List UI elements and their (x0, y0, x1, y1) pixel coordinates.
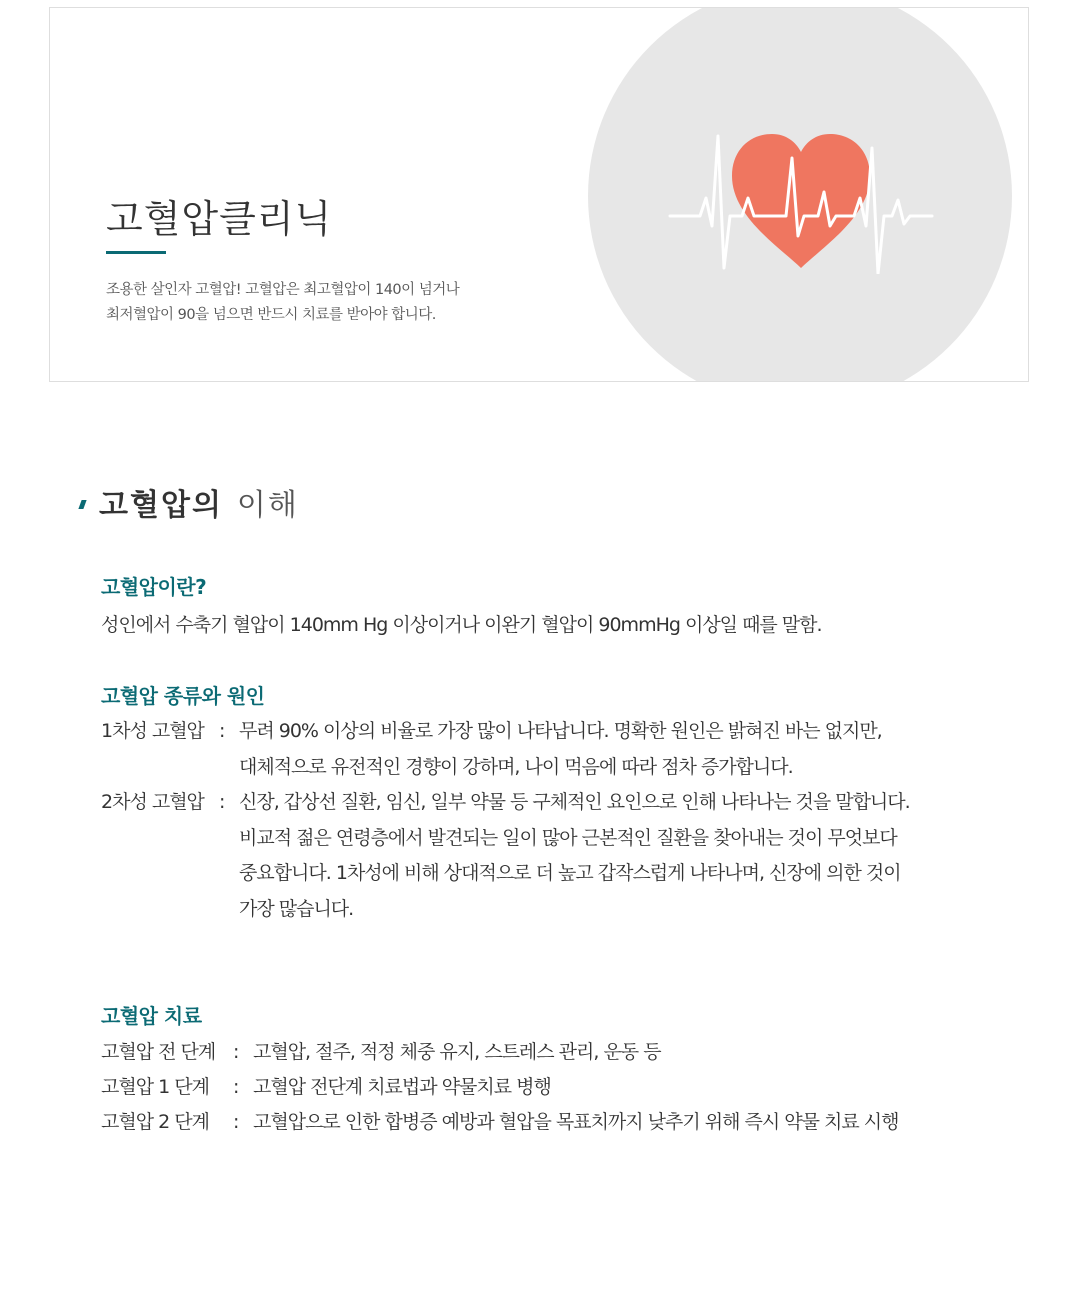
list-item (101, 785, 1031, 927)
treatment-term: 고혈압 1 단계 (101, 1076, 209, 1098)
heading-mark-icon (78, 500, 86, 509)
section-heading-strong: 고혈압의 (99, 488, 223, 523)
treatment-colon: : (233, 1041, 239, 1063)
treatment-term: 고혈압 2 단계 (101, 1111, 209, 1133)
treatment-term: 고혈압 전 단계 (101, 1041, 216, 1063)
treatment-description: 고혈압, 절주, 적정 체중 유지, 스트레스 관리, 운동 등 (253, 1041, 661, 1063)
heart-heartbeat-icon (668, 128, 934, 274)
definition-title: 고혈압이란? (101, 575, 207, 599)
section-heading-light: 이해 (236, 488, 299, 523)
type-description (239, 714, 1031, 785)
type-description (239, 785, 1031, 927)
treatment-title: 고혈압 치료 (101, 1004, 202, 1028)
hero-description-line: 조용한 살인자 고혈압! 고혈압은 최고혈압이 140이 넘거나 (106, 282, 460, 298)
treatment-description: 고혈압으로 인한 합병증 예방과 혈압을 목표치까지 낮추기 위해 즉시 약물 치료 시행 (253, 1111, 899, 1133)
type-term: 2차성 고혈압 (101, 791, 204, 813)
title-underline (106, 251, 166, 254)
types-list (101, 714, 1031, 927)
type-description-line: 대체적으로 유전적인 경향이 강하며, 나이 먹음에 따라 점차 증가합니다. (239, 755, 793, 778)
list-item (101, 714, 1031, 785)
hero-description-line: 최저혈압이 90을 넘으면 반드시 치료를 받아야 합니다. (106, 307, 436, 323)
heart-shape (732, 134, 870, 268)
type-description-line: 중요합니다. 1차성에 비해 상대적으로 더 높고 갑작스럽게 나타나며, 신장에 의한 것이 (239, 862, 901, 884)
types-title: 고혈압 종류와 원인 (101, 684, 265, 708)
type-term: 1차성 고혈압 (101, 720, 204, 742)
list-item (101, 1070, 1031, 1105)
definition-text: 성인에서 수축기 혈압이 140mm Hg 이상이거나 이완기 혈압이 90mmHg 이상일 때를 말함. (101, 614, 822, 636)
treatment-colon: : (233, 1076, 239, 1098)
page-title: 고혈압클리닉 (106, 197, 333, 241)
list-item (101, 1105, 1031, 1140)
treatment-colon: : (233, 1111, 239, 1133)
hero-description (106, 278, 459, 328)
hero-banner (49, 7, 1029, 382)
type-colon: : (219, 791, 225, 813)
type-description-line: 신장, 갑상선 질환, 임신, 일부 약물 등 구체적인 요인으로 인해 나타나는 것을 말합니다. (239, 791, 910, 813)
list-item (101, 1035, 1031, 1070)
treatment-description: 고혈압 전단계 치료법과 약물치료 병행 (253, 1076, 551, 1098)
type-colon: : (219, 720, 225, 742)
section-heading (80, 480, 299, 524)
treatment-list (101, 1035, 1031, 1140)
type-description-line: 비교적 젊은 연령층에서 발견되는 일이 많아 근본적인 질환을 찾아내는 것이 무엇보다 (239, 826, 897, 849)
type-description-line: 무려 90% 이상의 비율로 가장 많이 나타납니다. 명확한 원인은 밝혀진 바는 없지만, (239, 720, 882, 742)
type-description-line: 가장 많습니다. (239, 897, 354, 920)
